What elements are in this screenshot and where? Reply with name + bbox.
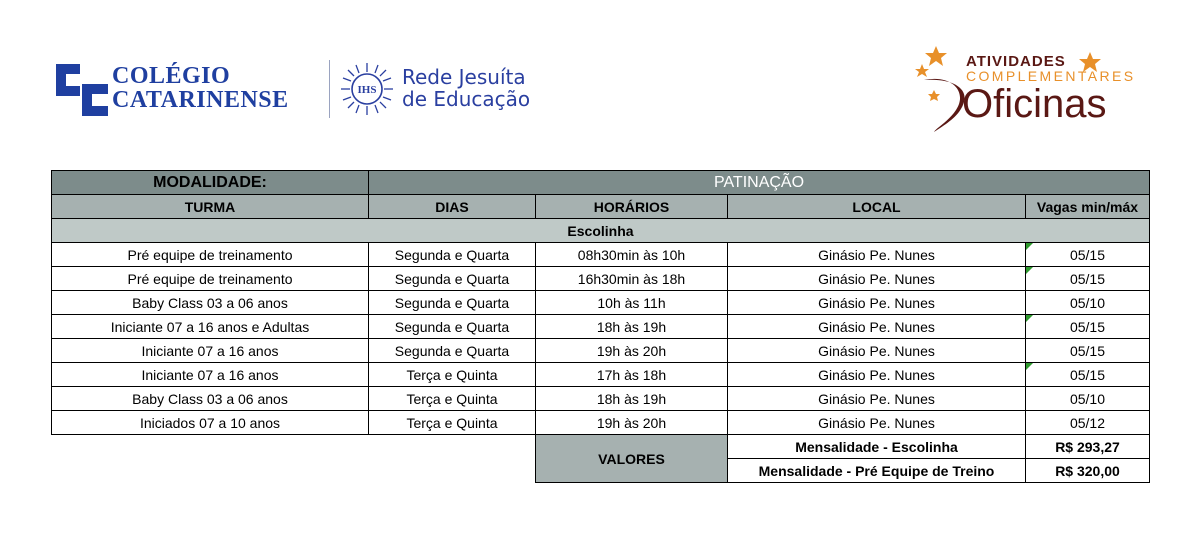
cell-vagas: 05/12: [1026, 411, 1150, 435]
cell-turma: Iniciante 07 a 16 anos e Adultas: [52, 315, 369, 339]
cell-local: Ginásio Pe. Nunes: [728, 267, 1026, 291]
cell-horarios: 19h às 20h: [536, 411, 728, 435]
cell-local: Ginásio Pe. Nunes: [728, 315, 1026, 339]
cell-turma: Iniciados 07 a 10 anos: [52, 411, 369, 435]
svg-text:IHS: IHS: [357, 84, 377, 96]
oficinas-title: Oficinas: [962, 82, 1107, 126]
jesuit-seal-icon: [340, 62, 394, 116]
cell-horarios: 19h às 20h: [536, 339, 728, 363]
cell-turma: Pré equipe de treinamento: [52, 267, 369, 291]
cell-dias: Segunda e Quarta: [369, 315, 536, 339]
cell-dias: Segunda e Quarta: [369, 291, 536, 315]
rede-jesuita-name: Rede Jesuíta de Educação: [402, 65, 531, 111]
cell-local: Ginásio Pe. Nunes: [728, 243, 1026, 267]
price-row: [52, 435, 1150, 459]
section-escolinha: Escolinha: [52, 219, 1150, 243]
cell-dias: Segunda e Quarta: [369, 339, 536, 363]
table-row: [52, 267, 1150, 291]
cell-vagas: 05/15: [1026, 363, 1150, 387]
price-value: R$ 293,27: [1026, 435, 1150, 459]
blank-cell: [52, 435, 369, 459]
cell-horarios: 18h às 19h: [536, 387, 728, 411]
cell-dias: Terça e Quinta: [369, 363, 536, 387]
table-row: [52, 339, 1150, 363]
cell-turma: Baby Class 03 a 06 anos: [52, 387, 369, 411]
cell-dias: Segunda e Quarta: [369, 243, 536, 267]
cell-vagas: 05/15: [1026, 267, 1150, 291]
cell-horarios: 08h30min às 10h: [536, 243, 728, 267]
cell-local: Ginásio Pe. Nunes: [728, 363, 1026, 387]
cell-turma: Iniciante 07 a 16 anos: [52, 363, 369, 387]
modalidade-label: MODALIDADE:: [52, 171, 369, 195]
cell-turma: Iniciante 07 a 16 anos: [52, 339, 369, 363]
table-row: [52, 411, 1150, 435]
modalidade-value: PATINAÇÃO: [369, 171, 1150, 195]
price-value: R$ 320,00: [1026, 459, 1150, 483]
cell-horarios: 16h30min às 18h: [536, 267, 728, 291]
column-header-row: [52, 195, 1150, 219]
school-name: COLÉGIO CATARINENSE: [112, 63, 289, 113]
cell-vagas: 05/10: [1026, 291, 1150, 315]
col-header-turma: TURMA: [52, 195, 369, 219]
colegio-catarinense-logo-icon: [52, 62, 118, 118]
cell-vagas: 05/15: [1026, 315, 1150, 339]
col-header-dias: DIAS: [369, 195, 536, 219]
price-label: Mensalidade - Escolinha: [728, 435, 1026, 459]
col-header-horarios: HORÁRIOS: [536, 195, 728, 219]
cell-horarios: 18h às 19h: [536, 315, 728, 339]
cell-horarios: 17h às 18h: [536, 363, 728, 387]
table-row: [52, 363, 1150, 387]
cell-vagas: 05/15: [1026, 243, 1150, 267]
cell-horarios: 10h às 11h: [536, 291, 728, 315]
cell-local: Ginásio Pe. Nunes: [728, 339, 1026, 363]
table-row: [52, 291, 1150, 315]
section-row: [52, 219, 1150, 243]
header-divider: [329, 60, 330, 118]
cell-dias: Segunda e Quarta: [369, 267, 536, 291]
activities-subtitle: COMPLEMENTARES: [966, 68, 1136, 84]
cell-dias: Terça e Quinta: [369, 411, 536, 435]
cell-turma: Baby Class 03 a 06 anos: [52, 291, 369, 315]
blank-cell: [369, 459, 536, 483]
table-row: [52, 387, 1150, 411]
blank-cell: [369, 435, 536, 459]
valores-label: VALORES: [536, 435, 728, 483]
col-header-local: LOCAL: [728, 195, 1026, 219]
cell-vagas: 05/15: [1026, 339, 1150, 363]
table-row: [52, 315, 1150, 339]
activities-title: ATIVIDADES: [966, 53, 1066, 70]
price-label: Mensalidade - Pré Equipe de Treino: [728, 459, 1026, 483]
cell-vagas: 05/10: [1026, 387, 1150, 411]
table-row: [52, 243, 1150, 267]
cell-local: Ginásio Pe. Nunes: [728, 411, 1026, 435]
modalidade-row: [52, 171, 1150, 195]
cell-local: Ginásio Pe. Nunes: [728, 291, 1026, 315]
col-header-vagas: Vagas min/máx: [1026, 195, 1150, 219]
cell-local: Ginásio Pe. Nunes: [728, 387, 1026, 411]
blank-cell: [52, 459, 369, 483]
schedule-table: [51, 170, 1150, 483]
cell-turma: Pré equipe de treinamento: [52, 243, 369, 267]
cell-dias: Terça e Quinta: [369, 387, 536, 411]
